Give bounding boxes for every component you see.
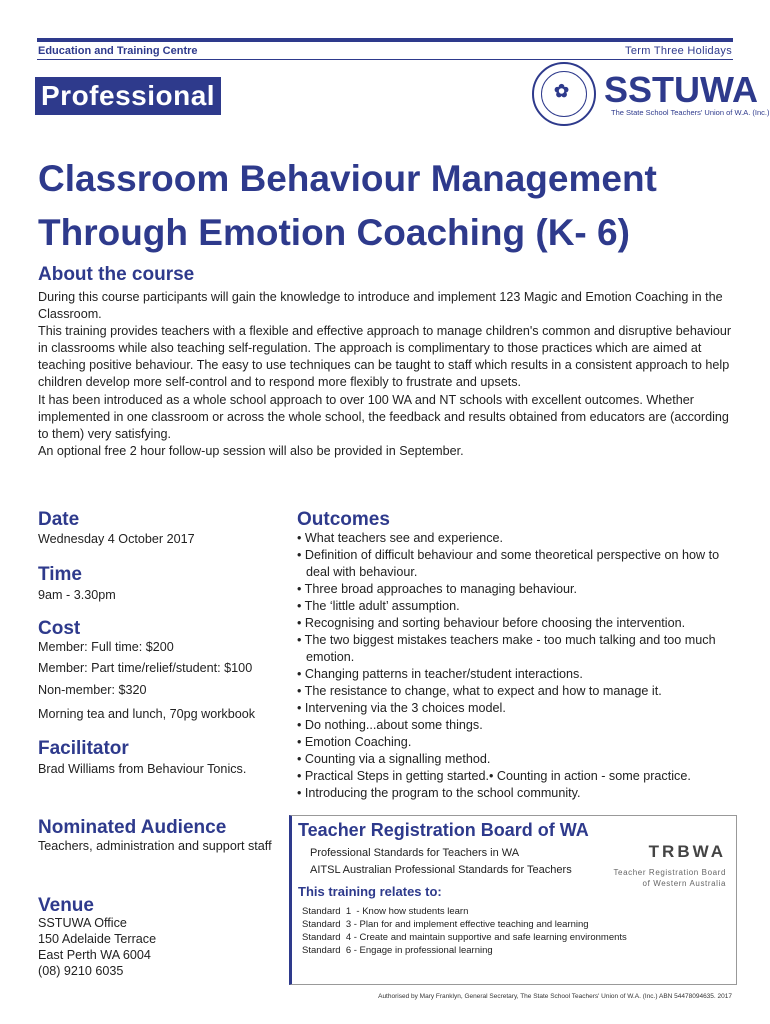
time-heading: Time xyxy=(38,564,83,585)
date-value: Wednesday 4 October 2017 xyxy=(38,532,195,546)
cost-line: Morning tea and lunch, 70pg workbook xyxy=(38,707,256,721)
standard-item: Standard 4 - Create and maintain supportive and safe learning environments xyxy=(302,932,627,943)
list-item: • The ‘little adult’ assumption. xyxy=(297,599,460,613)
list-item: • The two biggest mistakes teachers make - too much talking and too much emotion. xyxy=(297,633,716,664)
list-item: • Recognising and sorting behaviour before choosing the intervention. xyxy=(297,616,686,630)
list-item: • Emotion Coaching. xyxy=(297,735,412,749)
trbwa-logo: TRBWA xyxy=(648,842,726,861)
time-value: 9am - 3.30pm xyxy=(38,588,116,602)
centre-label: Education and Training Centre xyxy=(38,45,198,57)
relates-heading: This training relates to: xyxy=(298,884,442,899)
top-rule xyxy=(37,38,733,42)
trb-standard-line: AITSL Australian Professional Standards for Teachers xyxy=(310,864,572,876)
logo-subtitle: The State School Teachers' Union of W.A. (Inc.) xyxy=(611,108,770,117)
term-label: Term Three Holidays xyxy=(625,45,732,57)
about-paragraph: This training provides teachers with a flexible and effective approach to manage children's common and disruptive behaviour in classrooms while also teaching self-regulation. The approach is complimentary to those practices which are aimed at teaching positive behaviour. The easy to use techniques can be taught to staff which results in a consistent approach to help children develop more self-control and to respond more flexibly to frustrate and upsets. xyxy=(38,324,732,390)
list-item: • Introducing the program to the school community. xyxy=(297,786,581,800)
list-item: • What teachers see and experience. xyxy=(297,531,504,545)
trb-standard-line: Professional Standards for Teachers in WA xyxy=(310,847,520,859)
authorisation-footer: Authorised by Mary Franklyn, General Secretary, The State School Teachers' Union of W.A. (Inc.) ABN 54478094635. 2017 xyxy=(378,993,732,1000)
trb-panel xyxy=(289,815,737,985)
cost-line: Non-member: $320 xyxy=(38,683,147,697)
venue-line: SSTUWA Office xyxy=(38,916,127,930)
outcomes-heading: Outcomes xyxy=(297,509,390,530)
list-item: • Definition of difficult behaviour and some theoretical perspective on how to deal with behaviour. xyxy=(297,548,720,579)
about-paragraph: During this course participants will gain the knowledge to introduce and implement 123 Magic and Emotion Coaching in the Classroom. xyxy=(38,290,723,322)
list-item: • Do nothing...about some things. xyxy=(297,718,483,732)
page-title xyxy=(38,152,738,260)
cost-line: Member: Full time: $200 xyxy=(38,640,174,654)
logo-name: SSTUWA xyxy=(604,69,759,110)
cost-heading: Cost xyxy=(38,618,81,639)
date-heading: Date xyxy=(38,509,80,530)
list-item: • Counting via a signalling method. xyxy=(297,752,491,766)
standard-item: Standard 1 - Know how students learn xyxy=(302,906,469,917)
trbwa-logo-sub: Teacher Registration Board xyxy=(613,868,726,877)
about-heading: About the course xyxy=(38,264,195,285)
facilitator-heading: Facilitator xyxy=(38,738,129,759)
professional-banner: Professional xyxy=(35,77,221,115)
venue-line: 150 Adelaide Terrace xyxy=(38,932,157,946)
standard-item: Standard 6 - Engage in professional learning xyxy=(302,945,493,956)
venue-line: (08) 9210 6035 xyxy=(38,964,124,978)
standard-item: Standard 3 - Plan for and implement effective teaching and learning xyxy=(302,919,589,930)
about-paragraph: An optional free 2 hour follow-up session will also be provided in September. xyxy=(38,443,464,458)
list-item: • The resistance to change, what to expect and how to manage it. xyxy=(297,684,662,698)
audience-heading: Nominated Audience xyxy=(38,817,227,838)
trbwa-logo-sub: of Western Australia xyxy=(642,879,726,888)
union-seal-icon: ✿ xyxy=(532,62,596,126)
about-body xyxy=(38,289,738,460)
venue-heading: Venue xyxy=(38,895,94,916)
trb-heading: Teacher Registration Board of WA xyxy=(298,820,589,840)
venue-address xyxy=(38,915,156,979)
list-item: • Practical Steps in getting started.• Counting in action - some practice. xyxy=(297,769,691,783)
top-rule-thin xyxy=(37,59,733,60)
list-item: • Three broad approaches to managing behaviour. xyxy=(297,582,578,596)
list-item: • Intervening via the 3 choices model. xyxy=(297,701,506,715)
list-item: • Changing patterns in teacher/student interactions. xyxy=(297,667,583,681)
title-line-2: Through Emotion Coaching (K- 6) xyxy=(38,212,630,253)
about-paragraph: It has been introduced as a whole school approach to over 100 WA and NT schools with excellent outcomes. Whether implemented in one classroom or across the whole school, the feedback and results obtained from educators are (according to them) very satisfying. xyxy=(38,392,729,441)
facilitator-value: Brad Williams from Behaviour Tonics. xyxy=(38,762,247,776)
audience-value: Teachers, administration and support staff xyxy=(38,839,272,853)
sstuwa-logo xyxy=(532,62,770,126)
outcomes-list xyxy=(297,530,737,802)
cost-line: Member: Part time/relief/student: $100 xyxy=(38,661,253,675)
title-line-1: Classroom Behaviour Management xyxy=(38,158,657,199)
venue-line: East Perth WA 6004 xyxy=(38,948,151,962)
